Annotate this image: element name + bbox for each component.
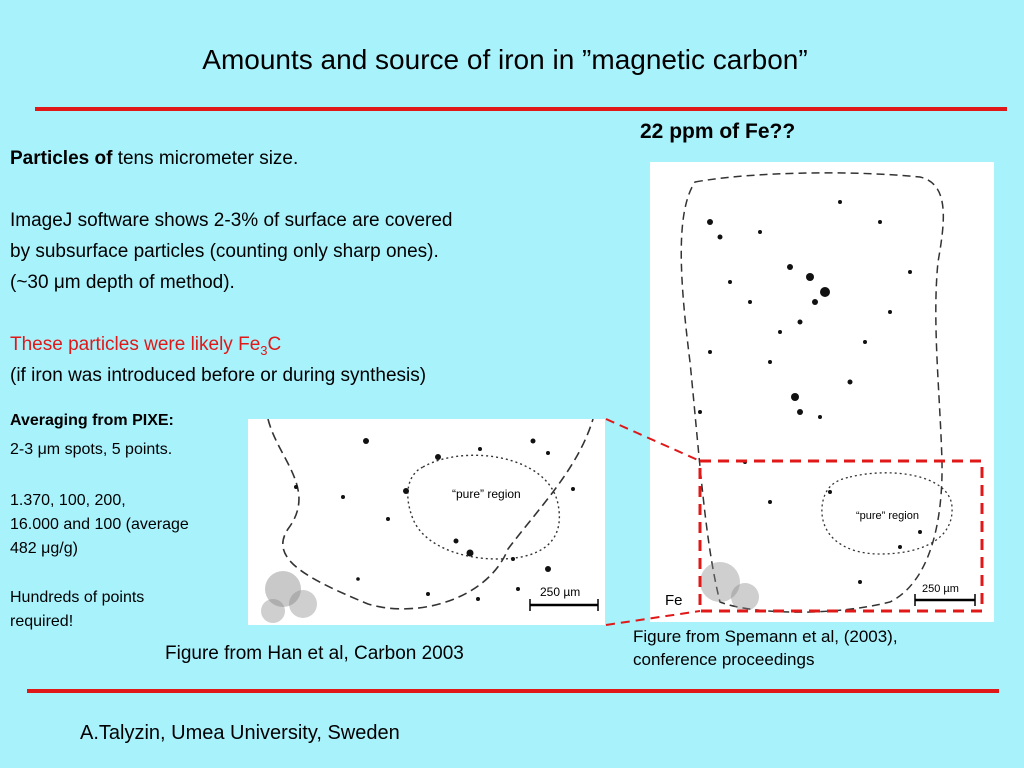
fe3c-prefix: These particles were likely Fe xyxy=(10,334,261,355)
pixe-spots-mu: μ xyxy=(37,441,47,458)
spemann-caption xyxy=(633,625,898,671)
values-line-1: 1.370, 100, 200, xyxy=(10,492,126,509)
highlight-box xyxy=(700,461,982,611)
imagej-line-2: by subsurface particles (counting only sharp ones). xyxy=(10,241,439,262)
depth-mu: μ xyxy=(53,272,65,293)
han-caption: Figure from Han et al, Carbon 2003 xyxy=(165,643,464,664)
footer-credit: A.Talyzin, Umea University, Sweden xyxy=(80,722,400,744)
particles-rest: tens micrometer size. xyxy=(112,148,299,169)
fe-question: 22 ppm of Fe?? xyxy=(640,120,796,143)
depth-prefix: (~30 xyxy=(10,272,54,293)
scale-label: 250 µm xyxy=(540,585,581,599)
connector-top xyxy=(606,419,700,461)
particles-bold: Particles of xyxy=(10,148,113,169)
synthesis-line: (if iron was introduced before or during synthesis) xyxy=(10,365,427,386)
pixe-heading: Averaging from PIXE: xyxy=(10,412,174,429)
hundreds-line-2: required! xyxy=(10,613,74,630)
spemann-caption-line-1: Figure from Spemann et al, (2003), xyxy=(633,627,898,646)
imagej-line-1: ImageJ software shows 2-3% of surface are covered xyxy=(10,210,453,231)
pure-region-label: “pure” region xyxy=(856,510,919,522)
pure-region-label: “pure” region xyxy=(452,487,521,501)
element-label: Fe xyxy=(665,592,683,609)
values-line-2: 16.000 and 100 (average xyxy=(10,516,189,533)
spemann-caption-line-2: conference proceedings xyxy=(633,650,815,669)
hundreds-line-1: Hundreds of points xyxy=(10,589,145,606)
values-suffix: g/g) xyxy=(50,540,78,557)
bottom-divider xyxy=(27,689,999,693)
depth-suffix: m depth of method). xyxy=(64,272,235,293)
connector-bottom xyxy=(606,611,700,625)
fe3c-suffix: C xyxy=(267,334,282,355)
values-mu: μ xyxy=(41,540,51,557)
pixe-spots-prefix: 2-3 xyxy=(10,441,38,458)
fe3c-subscript: 3 xyxy=(260,342,268,358)
pixe-spots-suffix: m spots, 5 points. xyxy=(46,441,173,458)
scale-label: 250 µm xyxy=(922,583,959,595)
values-prefix: 482 xyxy=(10,540,42,557)
slide-title: Amounts and source of iron in ”magnetic carbon” xyxy=(202,44,808,75)
